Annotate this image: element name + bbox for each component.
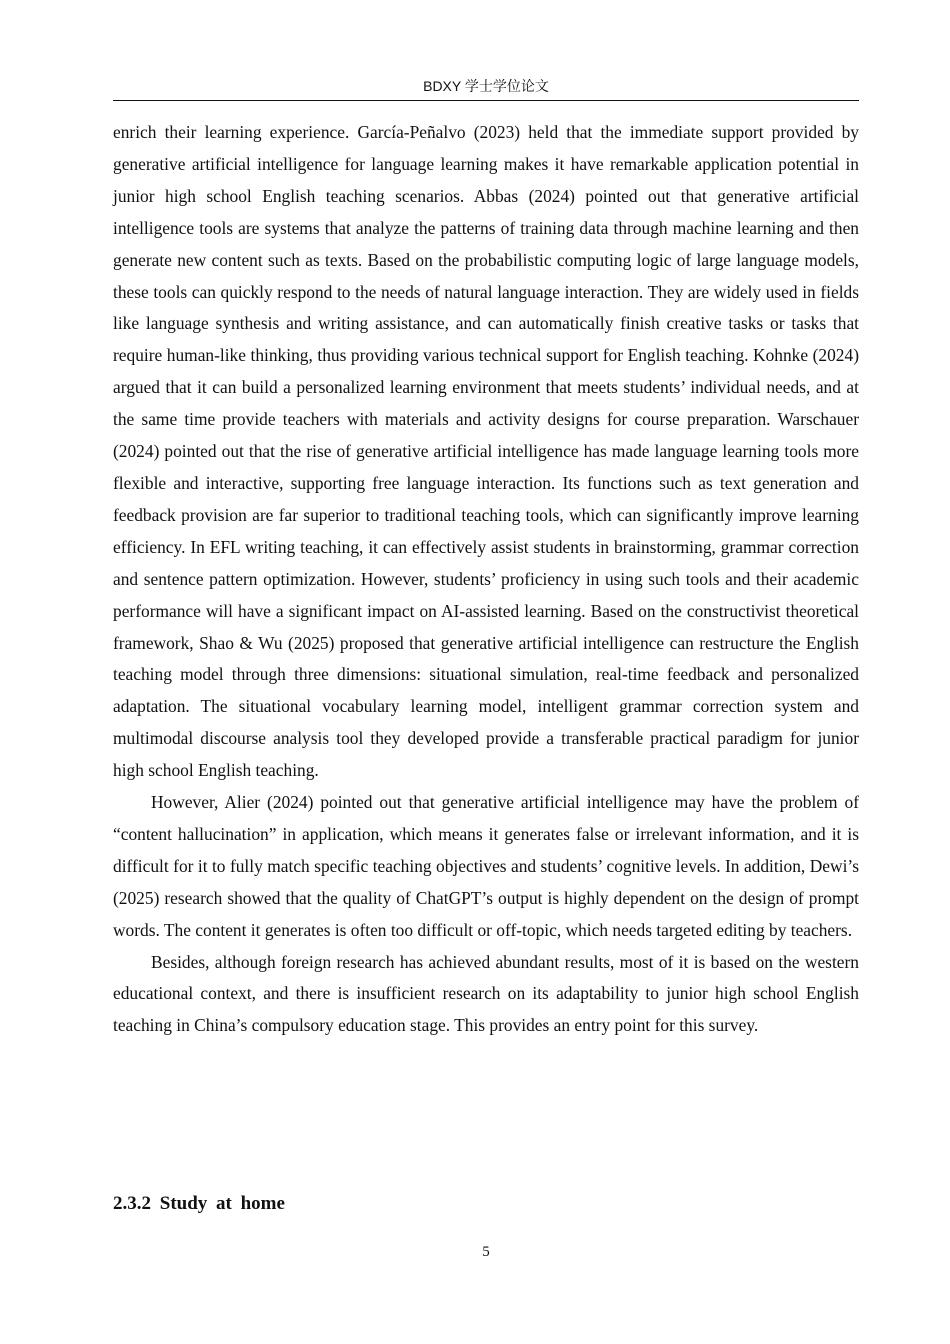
paragraph-1: enrich their learning experience. García-Peñalvo (2023) held that the immediate support provided by generative artificial intelligence for language learning makes it have remarkable application potential in junior high school English teaching scenarios. Abbas (2024) pointed out that generative artificial intelligence tools are systems that analyze the patterns of training data through machine learning and then generate new content such as texts. Based on the probabilistic computing logic of large language models, these tools can quickly respond to the needs of natural language interaction. They are widely used in fields like language synthesis and writing assistance, and can automatically finish creative tasks or tasks that require human-like thinking, thus providing various technical support for English teaching. Kohnke (2024) argued that it can build a personalized learning environment that meets students’ individual needs, and at the same time provide teachers with materials and activity designs for course preparation. Warschauer (2024) pointed out that the rise of generative artificial intelligence has made language learning tools more flexible and interactive, supporting free language interaction. Its functions such as text generation and feedback provision are far superior to traditional teaching tools, which can significantly improve learning efficiency. In EFL writing teaching, it can effectively assist students in brainstorming, grammar correction and sentence pattern optimization. However, students’ proficiency in using such tools and their academic performance will have a significant impact on AI-assisted learning. Based on the constructivist theoretical framework, Shao & Wu (2025) proposed that generative artificial intelligence can restructure the English teaching model through three dimensions: situational simulation, real-time feedback and personalized adaptation. The situational vocabulary learning model, intelligent grammar correction system and multimodal discourse analysis tool they developed provide a transferable practical paradigm for junior high school English teaching. [113,122,859,781]
page-number: 5 [482,1244,490,1260]
body-text [113,117,859,1042]
header-divider [113,100,859,101]
paragraph-3: Besides, although foreign research has achieved abundant results, most of it is based on the western educational context, and there is insufficient research on its adaptability to junior high school English teaching in China’s compulsory education stage. This provides an entry point for this survey. [113,951,859,1036]
running-header: BDXY 学士学位论文 [423,78,549,94]
paragraph-2: However, Alier (2024) pointed out that generative artificial intelligence may have the problem of “content hallucination” in application, which means it generates false or irrelevant information, and it is difficult for it to fully match specific teaching objectives and students’ cognitive levels. In addition, Dewi’s (2025) research showed that the quality of ChatGPT’s output is highly dependent on the design of prompt words. The content it generates is often too difficult or off-topic, which needs targeted editing by teachers. [113,792,859,940]
section-heading: 2.3.2 Study at home [113,1193,285,1214]
